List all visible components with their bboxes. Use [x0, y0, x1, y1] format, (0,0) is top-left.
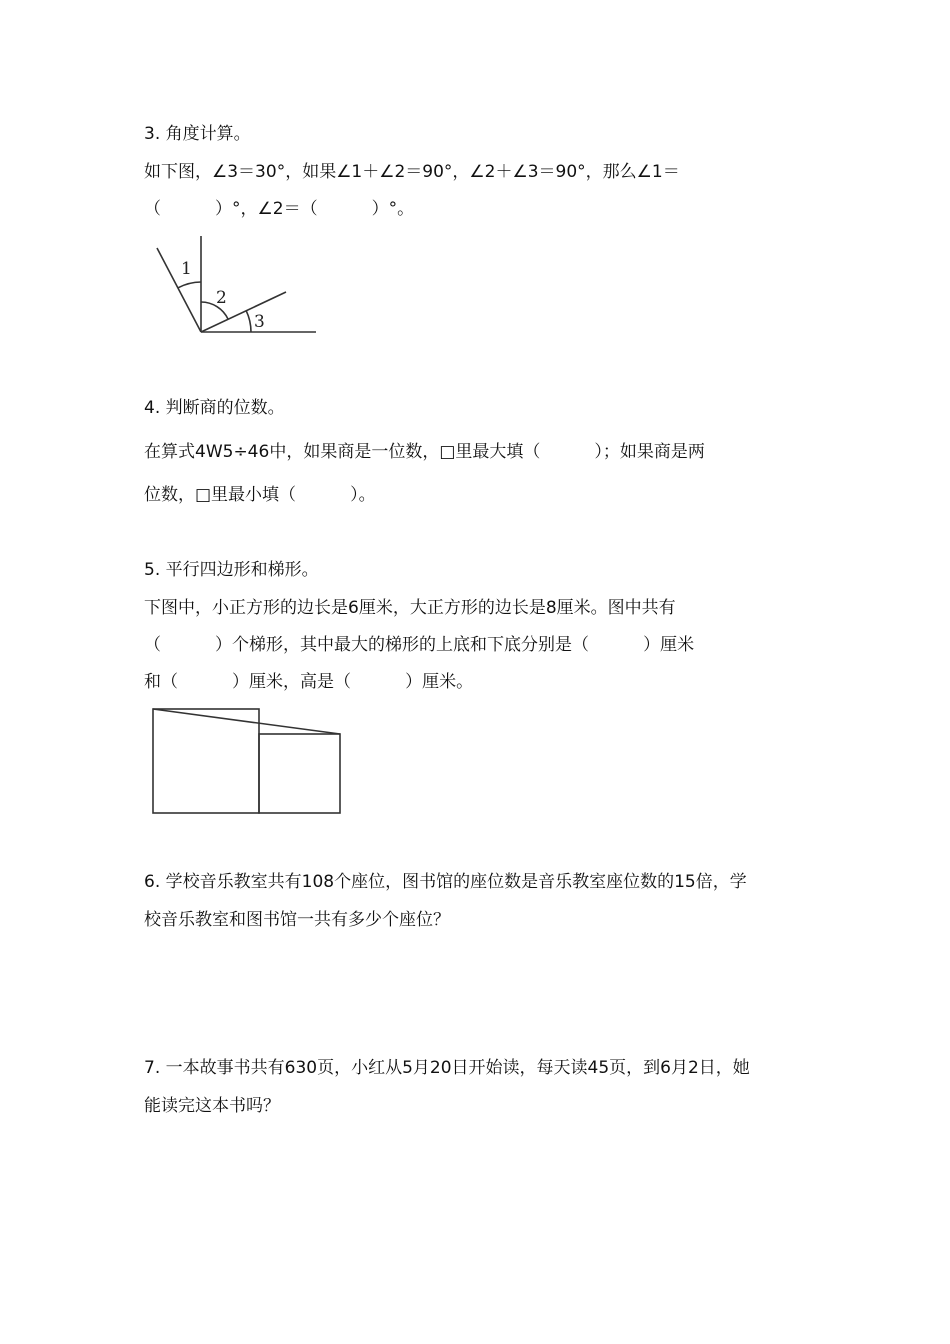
angle-1-label: 1: [181, 259, 192, 279]
q3-text-line1: 如下图，∠3＝30°，如果∠1＋∠2＝90°，∠2＋∠3＝90°，那么∠1＝: [144, 162, 680, 182]
q4-text-line2: 位数，□里最小填（ ）。: [144, 485, 376, 505]
angle-3-arc: [246, 311, 251, 332]
q5-text-line2: （ ）个梯形，其中最大的梯形的上底和下底分别是（ ）厘米: [144, 635, 695, 655]
large-square: [153, 709, 259, 813]
q7-text-line1: 7. 一本故事书共有630页，小红从5月20日开始读，每天读45页，到6月2日，她: [144, 1058, 750, 1078]
q5-text-line1: 下图中，小正方形的边长是6厘米，大正方形的边长是8厘米。图中共有: [144, 598, 676, 618]
small-square: [259, 734, 340, 813]
diagonal-line: [153, 709, 340, 734]
q4-text-line1: 在算式4W5÷46中，如果商是一位数，□里最大填（ ）；如果商是两: [144, 442, 705, 462]
squares-diagram: [148, 703, 348, 819]
angle-2-label: 2: [216, 288, 227, 308]
q6-text-line2: 校音乐教室和图书馆一共有多少个座位？: [144, 910, 450, 930]
angle-diagram: [150, 232, 325, 342]
angle-3-label: 3: [254, 312, 265, 332]
q5-text-line3: 和（ ）厘米，高是（ ）厘米。: [144, 672, 474, 692]
angle-1-arc: [178, 282, 201, 288]
q7-text-line2: 能读完这本书吗？: [144, 1096, 280, 1116]
q3-text-line2: （ ）°，∠2＝（ ）°。: [144, 199, 415, 219]
q4-title: 4. 判断商的位数。: [144, 398, 285, 418]
angle-ray-right: [201, 292, 286, 332]
q3-title: 3. 角度计算。: [144, 124, 251, 144]
q5-title: 5. 平行四边形和梯形。: [144, 560, 319, 580]
angle-ray-left: [157, 248, 201, 332]
q6-text-line1: 6. 学校音乐教室共有108个座位，图书馆的座位数是音乐教室座位数的15倍，学: [144, 872, 747, 892]
